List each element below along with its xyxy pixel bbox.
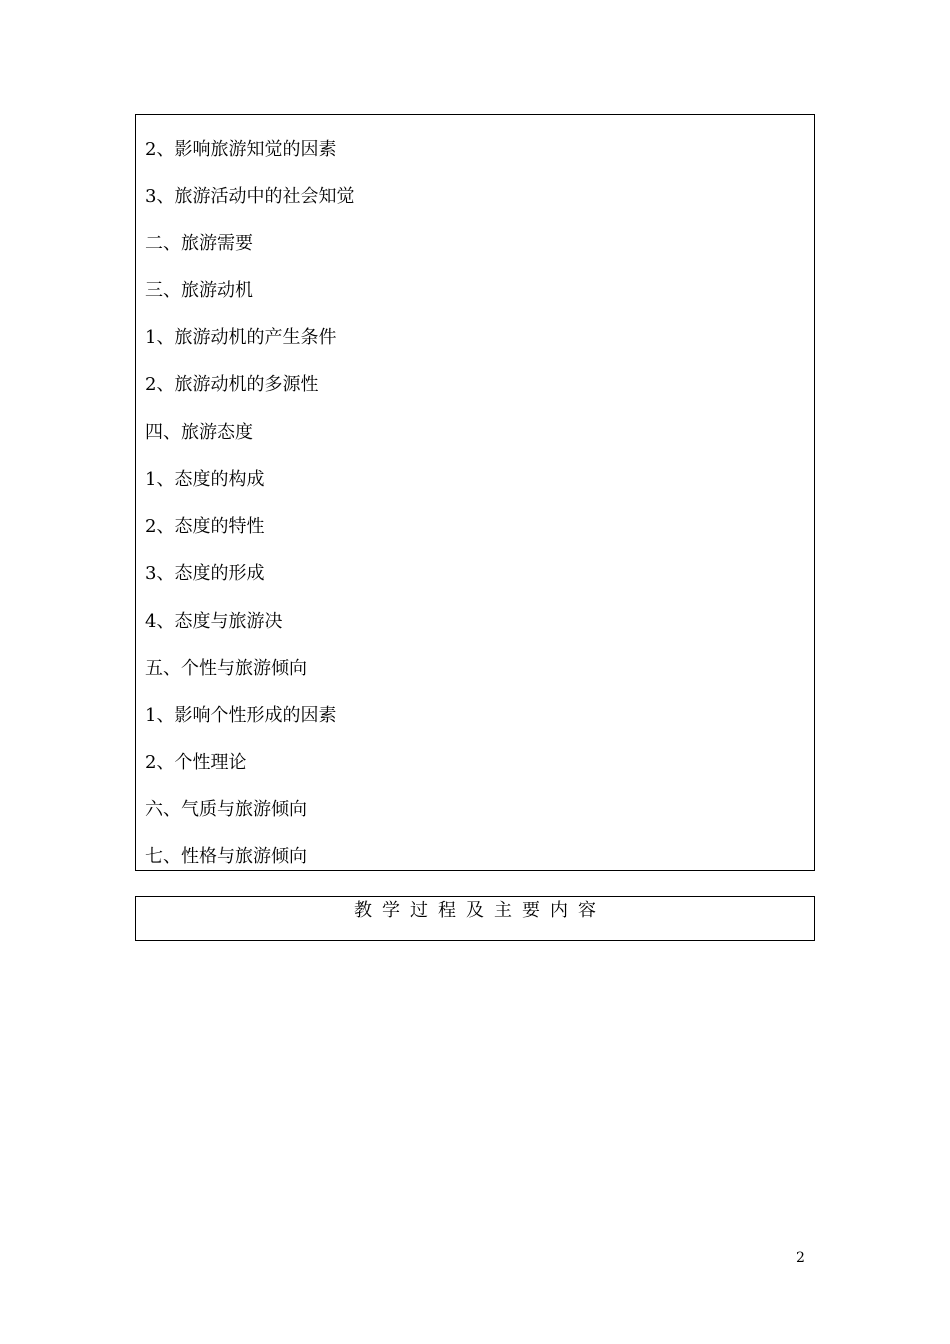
outline-item: 3、旅游活动中的社会知觉 (145, 186, 355, 207)
outline-box (135, 114, 815, 871)
section-header-title: 教学过程及主要内容 (354, 900, 606, 921)
outline-item: 1、态度的构成 (145, 469, 265, 490)
outline-item: 二、旅游需要 (145, 233, 253, 254)
outline-item: 2、影响旅游知觉的因素 (145, 139, 337, 160)
outline-item: 1、影响个性形成的因素 (145, 705, 337, 726)
outline-item: 2、态度的特性 (145, 516, 265, 537)
outline-item: 六、气质与旅游倾向 (145, 799, 307, 820)
outline-item: 四、旅游态度 (145, 422, 253, 443)
outline-item: 4、态度与旅游决 (145, 611, 283, 632)
page-number: 2 (796, 1250, 805, 1266)
outline-item: 2、个性理论 (145, 752, 247, 773)
outline-item: 1、旅游动机的产生条件 (145, 327, 337, 348)
outline-item: 五、个性与旅游倾向 (145, 658, 307, 679)
outline-item: 三、旅游动机 (145, 280, 253, 301)
section-header-box (135, 896, 815, 941)
outline-item: 3、态度的形成 (145, 563, 265, 584)
outline-item: 七、性格与旅游倾向 (145, 846, 307, 867)
outline-item: 2、旅游动机的多源性 (145, 374, 319, 395)
